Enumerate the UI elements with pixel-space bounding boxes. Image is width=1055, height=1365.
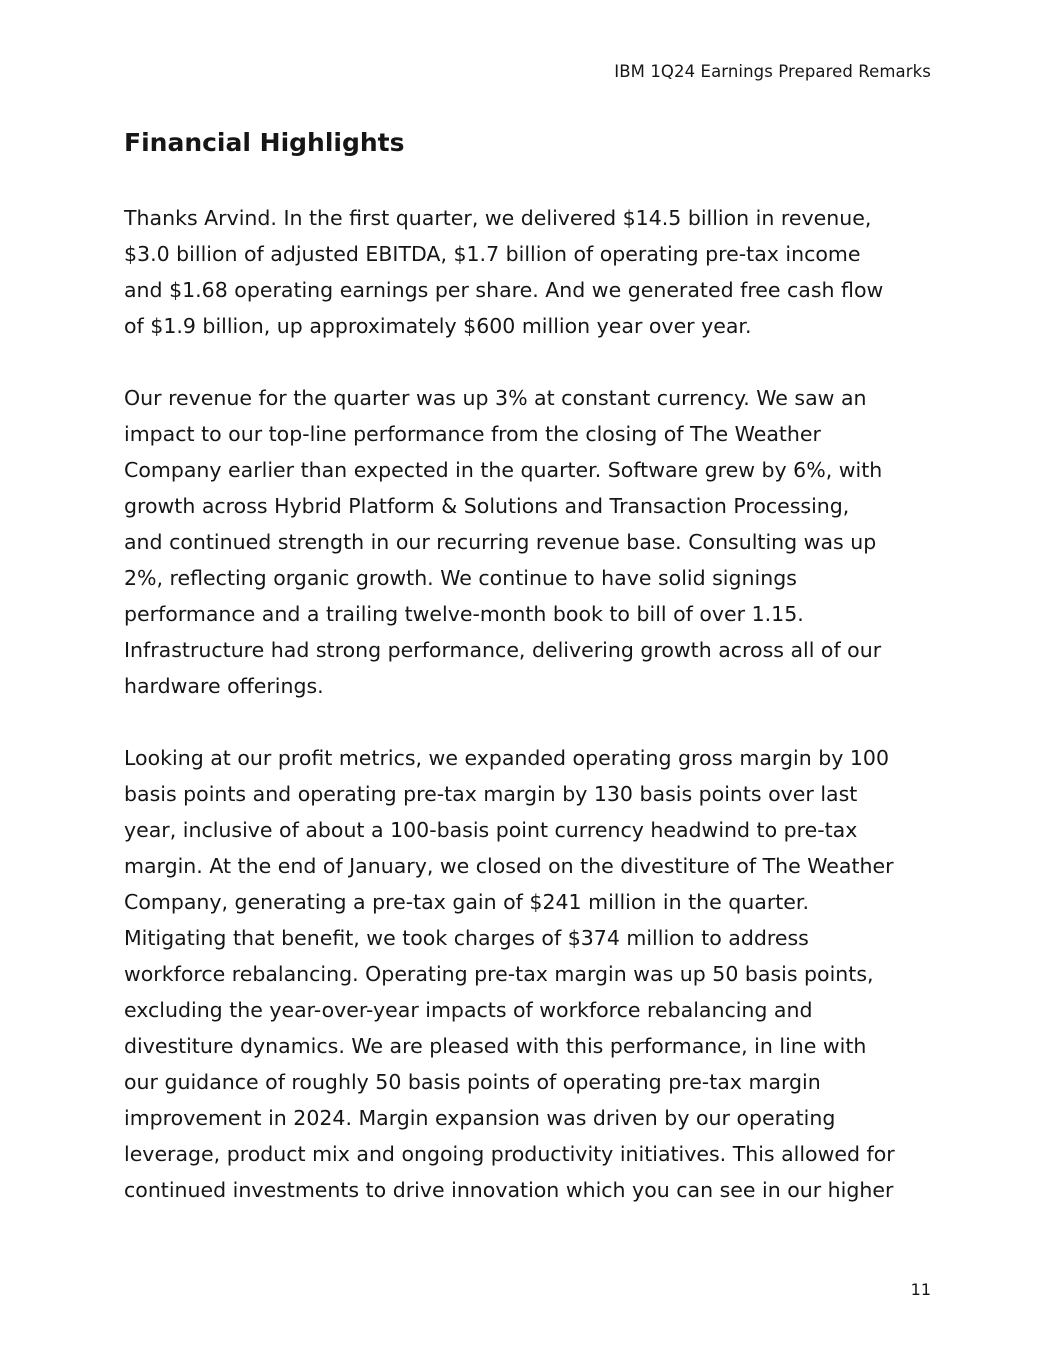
text-line: Thanks Arvind. In the first quarter, we delivered $14.5 billion in revenue, xyxy=(124,206,872,230)
paragraph-summary xyxy=(124,200,936,344)
document-body xyxy=(124,126,936,1244)
text-line: improvement in 2024. Margin expansion was driven by our operating xyxy=(124,1106,836,1130)
text-line: continued investments to drive innovation which you can see in our higher xyxy=(124,1178,894,1202)
text-line: 2%, reflecting organic growth. We continue to have solid signings xyxy=(124,566,797,590)
text-line: basis points and operating pre-tax margin by 130 basis points over last xyxy=(124,782,858,806)
text-line: year, inclusive of about a 100-basis point currency headwind to pre-tax xyxy=(124,818,858,842)
section-title: Financial Highlights xyxy=(124,128,405,157)
text-line: our guidance of roughly 50 basis points of operating pre-tax margin xyxy=(124,1070,821,1094)
text-line: workforce rebalancing. Operating pre-tax margin was up 50 basis points, xyxy=(124,962,874,986)
text-line: and $1.68 operating earnings per share. And we generated free cash flow xyxy=(124,278,884,302)
paragraph-profit-metrics xyxy=(124,740,936,1208)
text-line: excluding the year-over-year impacts of workforce rebalancing and xyxy=(124,998,813,1022)
page-header: IBM 1Q24 Earnings Prepared Remarks xyxy=(614,62,931,81)
text-line: $3.0 billion of adjusted EBITDA, $1.7 billion of operating pre-tax income xyxy=(124,242,861,266)
text-line: impact to our top-line performance from the closing of The Weather xyxy=(124,422,821,446)
text-line: Company, generating a pre-tax gain of $241 million in the quarter. xyxy=(124,890,809,914)
text-line: performance and a trailing twelve-month book to bill of over 1.15. xyxy=(124,602,804,626)
text-line: Mitigating that benefit, we took charges of $374 million to address xyxy=(124,926,809,950)
text-line: hardware offerings. xyxy=(124,674,324,698)
text-line: and continued strength in our recurring revenue base. Consulting was up xyxy=(124,530,877,554)
text-line: Company earlier than expected in the quarter. Software grew by 6%, with xyxy=(124,458,883,482)
text-line: Infrastructure had strong performance, delivering growth across all of our xyxy=(124,638,882,662)
text-line: margin. At the end of January, we closed on the divestiture of The Weather xyxy=(124,854,894,878)
page-number: 11 xyxy=(910,1280,931,1299)
text-line: leverage, product mix and ongoing productivity initiatives. This allowed for xyxy=(124,1142,895,1166)
text-line: Looking at our profit metrics, we expanded operating gross margin by 100 xyxy=(124,746,889,770)
paragraph-revenue xyxy=(124,380,936,704)
text-line: growth across Hybrid Platform & Solutions and Transaction Processing, xyxy=(124,494,850,518)
text-line: Our revenue for the quarter was up 3% at constant currency. We saw an xyxy=(124,386,867,410)
text-line: divestiture dynamics. We are pleased with this performance, in line with xyxy=(124,1034,867,1058)
text-line: of $1.9 billion, up approximately $600 million year over year. xyxy=(124,314,752,338)
